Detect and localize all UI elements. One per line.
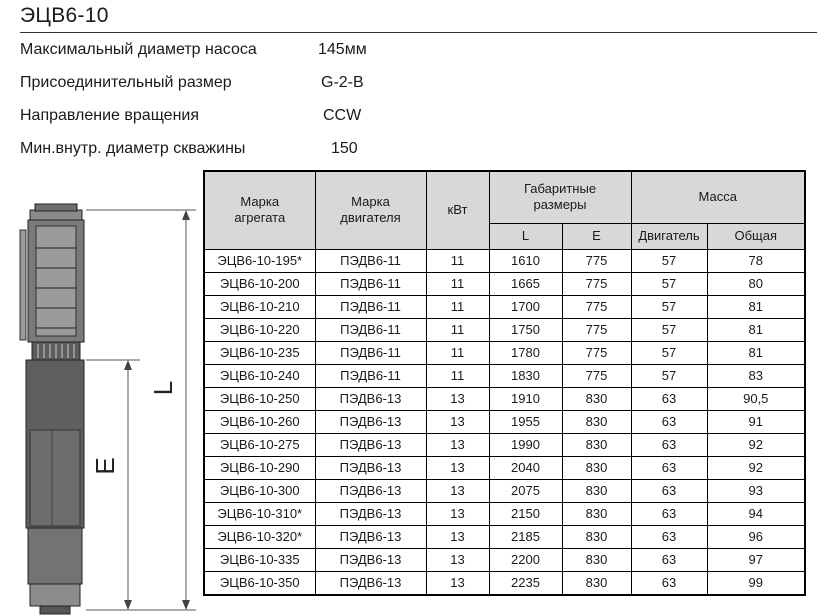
cell-unit-model: ЭЦВ6-10-240 bbox=[204, 364, 315, 387]
cell-motor-model: ПЭДВ6-11 bbox=[315, 341, 426, 364]
cell-unit-model: ЭЦВ6-10-260 bbox=[204, 410, 315, 433]
cell-mass-total: 81 bbox=[707, 318, 805, 341]
cell-unit-model: ЭЦВ6-10-210 bbox=[204, 295, 315, 318]
cell-motor-model: ПЭДВ6-11 bbox=[315, 295, 426, 318]
cell-mass-motor: 57 bbox=[631, 364, 707, 387]
spec-label: Максимальный диаметр насоса bbox=[20, 41, 257, 58]
cell-mass-motor: 63 bbox=[631, 525, 707, 548]
cell-power: 13 bbox=[426, 479, 489, 502]
cell-mass-total: 83 bbox=[707, 364, 805, 387]
cell-length-l: 1610 bbox=[489, 249, 562, 272]
cell-power: 11 bbox=[426, 364, 489, 387]
cell-length-l: 1665 bbox=[489, 272, 562, 295]
cell-mass-total: 97 bbox=[707, 548, 805, 571]
table-row bbox=[204, 249, 805, 272]
header-mass-total: Общая bbox=[707, 223, 805, 249]
table-row bbox=[204, 387, 805, 410]
cell-mass-total: 92 bbox=[707, 456, 805, 479]
cell-unit-model: ЭЦВ6-10-200 bbox=[204, 272, 315, 295]
header-l: L bbox=[489, 223, 562, 249]
table-row bbox=[204, 295, 805, 318]
spec-label: Направление вращения bbox=[20, 107, 200, 124]
cell-unit-model: ЭЦВ6-10-220 bbox=[204, 318, 315, 341]
page-title: ЭЦВ6-10 bbox=[20, 4, 109, 27]
cell-unit-model: ЭЦВ6-10-335 bbox=[204, 548, 315, 571]
cell-mass-total: 91 bbox=[707, 410, 805, 433]
cell-length-e: 775 bbox=[562, 295, 631, 318]
cell-power: 13 bbox=[426, 456, 489, 479]
cell-mass-motor: 57 bbox=[631, 318, 707, 341]
cell-power: 11 bbox=[426, 272, 489, 295]
header-unit-model: Марка агрегата bbox=[204, 171, 315, 249]
cell-length-l: 2040 bbox=[489, 456, 562, 479]
table-row bbox=[204, 341, 805, 364]
table-row bbox=[204, 479, 805, 502]
cell-unit-model: ЭЦВ6-10-300 bbox=[204, 479, 315, 502]
table-row bbox=[204, 502, 805, 525]
cell-mass-total: 96 bbox=[707, 525, 805, 548]
cell-power: 11 bbox=[426, 318, 489, 341]
table-row bbox=[204, 548, 805, 571]
cell-motor-model: ПЭДВ6-11 bbox=[315, 249, 426, 272]
table-row bbox=[204, 571, 805, 595]
cell-length-l: 1990 bbox=[489, 433, 562, 456]
header-mass: Масса bbox=[631, 171, 805, 223]
cell-unit-model: ЭЦВ6-10-290 bbox=[204, 456, 315, 479]
cell-length-l: 2185 bbox=[489, 525, 562, 548]
header-dimensions: Габаритные размеры bbox=[489, 171, 631, 223]
cell-length-l: 1955 bbox=[489, 410, 562, 433]
spec-value: G-2-B bbox=[321, 74, 364, 91]
cell-length-e: 830 bbox=[562, 433, 631, 456]
cell-unit-model: ЭЦВ6-10-235 bbox=[204, 341, 315, 364]
cell-motor-model: ПЭДВ6-13 bbox=[315, 410, 426, 433]
cell-length-l: 1780 bbox=[489, 341, 562, 364]
cell-length-l: 2235 bbox=[489, 571, 562, 595]
cell-length-l: 1830 bbox=[489, 364, 562, 387]
specifications-table bbox=[203, 170, 806, 596]
header-e: E bbox=[562, 223, 631, 249]
cell-mass-total: 93 bbox=[707, 479, 805, 502]
cell-mass-total: 80 bbox=[707, 272, 805, 295]
cell-length-l: 2150 bbox=[489, 502, 562, 525]
cell-mass-total: 94 bbox=[707, 502, 805, 525]
cell-power: 13 bbox=[426, 387, 489, 410]
spec-label: Присоединительный размер bbox=[20, 74, 232, 91]
cell-mass-total: 81 bbox=[707, 341, 805, 364]
table-row bbox=[204, 525, 805, 548]
cell-length-e: 830 bbox=[562, 571, 631, 595]
cell-motor-model: ПЭДВ6-13 bbox=[315, 548, 426, 571]
spec-value: CCW bbox=[323, 107, 362, 124]
cell-length-l: 1910 bbox=[489, 387, 562, 410]
cell-length-e: 775 bbox=[562, 318, 631, 341]
cell-mass-total: 99 bbox=[707, 571, 805, 595]
cell-mass-motor: 63 bbox=[631, 410, 707, 433]
cell-length-l: 2200 bbox=[489, 548, 562, 571]
cell-mass-motor: 63 bbox=[631, 456, 707, 479]
cell-mass-motor: 57 bbox=[631, 295, 707, 318]
title-underline bbox=[20, 32, 817, 33]
cell-length-l: 1700 bbox=[489, 295, 562, 318]
table-row bbox=[204, 410, 805, 433]
cell-length-e: 830 bbox=[562, 456, 631, 479]
cell-unit-model: ЭЦВ6-10-250 bbox=[204, 387, 315, 410]
table-row bbox=[204, 364, 805, 387]
table-row bbox=[204, 272, 805, 295]
cell-length-e: 830 bbox=[562, 387, 631, 410]
cell-length-e: 830 bbox=[562, 525, 631, 548]
cell-mass-motor: 63 bbox=[631, 548, 707, 571]
spec-value: 145мм bbox=[318, 41, 367, 58]
cell-mass-total: 92 bbox=[707, 433, 805, 456]
cell-motor-model: ПЭДВ6-11 bbox=[315, 364, 426, 387]
cell-mass-motor: 57 bbox=[631, 272, 707, 295]
cell-power: 11 bbox=[426, 341, 489, 364]
dimension-label-e: E bbox=[90, 457, 120, 475]
cell-mass-motor: 57 bbox=[631, 341, 707, 364]
cell-power: 13 bbox=[426, 502, 489, 525]
cell-length-e: 775 bbox=[562, 249, 631, 272]
cell-mass-motor: 63 bbox=[631, 433, 707, 456]
cell-length-e: 830 bbox=[562, 548, 631, 571]
cell-length-e: 775 bbox=[562, 341, 631, 364]
cell-mass-total: 78 bbox=[707, 249, 805, 272]
cell-motor-model: ПЭДВ6-11 bbox=[315, 318, 426, 341]
cell-unit-model: ЭЦВ6-10-275 bbox=[204, 433, 315, 456]
cell-length-l: 1750 bbox=[489, 318, 562, 341]
cell-power: 13 bbox=[426, 571, 489, 595]
cell-power: 11 bbox=[426, 249, 489, 272]
cell-motor-model: ПЭДВ6-13 bbox=[315, 571, 426, 595]
cell-motor-model: ПЭДВ6-13 bbox=[315, 479, 426, 502]
cell-power: 13 bbox=[426, 433, 489, 456]
cell-mass-motor: 63 bbox=[631, 387, 707, 410]
cell-mass-total: 90,5 bbox=[707, 387, 805, 410]
table-row bbox=[204, 433, 805, 456]
cell-power: 11 bbox=[426, 295, 489, 318]
cell-power: 13 bbox=[426, 548, 489, 571]
header-mass-motor: Двигатель bbox=[631, 223, 707, 249]
cell-mass-motor: 63 bbox=[631, 502, 707, 525]
cell-unit-model: ЭЦВ6-10-310* bbox=[204, 502, 315, 525]
cell-mass-total: 81 bbox=[707, 295, 805, 318]
cell-length-e: 830 bbox=[562, 479, 631, 502]
cell-length-e: 775 bbox=[562, 364, 631, 387]
spec-value: 150 bbox=[331, 140, 358, 157]
dimension-label-l: L bbox=[148, 380, 178, 396]
cell-unit-model: ЭЦВ6-10-320* bbox=[204, 525, 315, 548]
cell-length-e: 830 bbox=[562, 502, 631, 525]
cell-motor-model: ПЭДВ6-13 bbox=[315, 525, 426, 548]
table-row bbox=[204, 456, 805, 479]
cell-power: 13 bbox=[426, 410, 489, 433]
cell-unit-model: ЭЦВ6-10-350 bbox=[204, 571, 315, 595]
cell-mass-motor: 57 bbox=[631, 249, 707, 272]
spec-label: Мин.внутр. диаметр скважины bbox=[20, 140, 246, 157]
cell-mass-motor: 63 bbox=[631, 479, 707, 502]
cell-motor-model: ПЭДВ6-13 bbox=[315, 387, 426, 410]
cell-power: 13 bbox=[426, 525, 489, 548]
header-power: кВт bbox=[426, 171, 489, 249]
cell-motor-model: ПЭДВ6-13 bbox=[315, 502, 426, 525]
table-row bbox=[204, 318, 805, 341]
cell-motor-model: ПЭДВ6-11 bbox=[315, 272, 426, 295]
header-motor-model: Марка двигателя bbox=[315, 171, 426, 249]
cell-mass-motor: 63 bbox=[631, 571, 707, 595]
cell-motor-model: ПЭДВ6-13 bbox=[315, 456, 426, 479]
cell-length-e: 830 bbox=[562, 410, 631, 433]
cell-length-e: 775 bbox=[562, 272, 631, 295]
cell-length-l: 2075 bbox=[489, 479, 562, 502]
cell-unit-model: ЭЦВ6-10-195* bbox=[204, 249, 315, 272]
cell-motor-model: ПЭДВ6-13 bbox=[315, 433, 426, 456]
table-body bbox=[204, 249, 805, 595]
